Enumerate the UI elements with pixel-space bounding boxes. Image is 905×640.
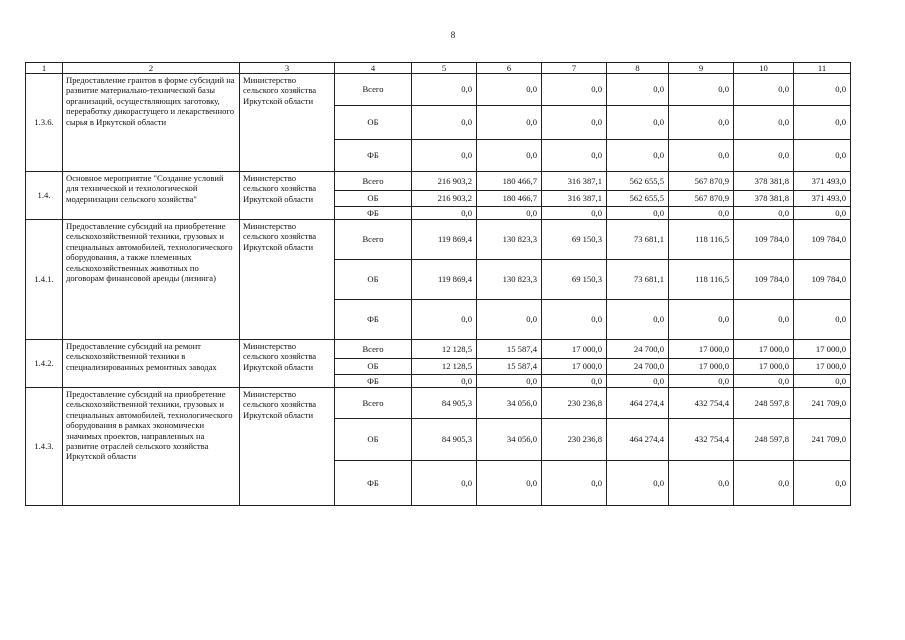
funding-value: 73 681,1	[607, 260, 669, 300]
column-number: 1	[26, 63, 63, 74]
funding-value: 0,0	[607, 106, 669, 140]
funding-source: Всего	[335, 74, 412, 106]
funding-value: 17 000,0	[542, 359, 607, 375]
funding-value: 0,0	[734, 74, 794, 106]
funding-value: 0,0	[542, 74, 607, 106]
funding-source: Всего	[335, 340, 412, 359]
funding-value: 130 823,3	[477, 220, 542, 260]
responsible-ministry: Министерство сельского хозяйства Иркутской области	[240, 388, 335, 506]
funding-value: 84 905,3	[412, 388, 477, 419]
funding-value: 378 381,8	[734, 191, 794, 207]
item-code: 1.4.2.	[26, 340, 63, 388]
funding-value: 0,0	[412, 300, 477, 340]
funding-value: 15 587,4	[477, 359, 542, 375]
funding-value: 0,0	[542, 461, 607, 506]
funding-value: 0,0	[477, 300, 542, 340]
funding-value: 0,0	[734, 300, 794, 340]
item-description: Предоставление грантов в форме субсидий на развитие материально-технической базы организаций, осуществляющих заготовку, переработку дикорастущего и лекарственного сырья в Иркутской области	[63, 74, 240, 172]
responsible-ministry: Министерство сельского хозяйства Иркутской области	[240, 74, 335, 172]
funding-value: 0,0	[669, 461, 734, 506]
funding-source: ФБ	[335, 375, 412, 388]
funding-value: 130 823,3	[477, 260, 542, 300]
funding-value: 73 681,1	[607, 220, 669, 260]
page-number: 8	[450, 30, 456, 40]
funding-value: 0,0	[794, 74, 851, 106]
funding-value: 0,0	[477, 375, 542, 388]
funding-value: 230 236,8	[542, 419, 607, 461]
item-code: 1.4.1.	[26, 220, 63, 340]
funding-source: ОБ	[335, 191, 412, 207]
item-description: Основное мероприятие "Создание условий для технической и технологической модернизации сельского хозяйства"	[63, 172, 240, 220]
responsible-ministry: Министерство сельского хозяйства Иркутской области	[240, 220, 335, 340]
funding-value: 0,0	[542, 207, 607, 220]
column-number: 2	[63, 63, 240, 74]
funding-value: 118 116,5	[669, 220, 734, 260]
funding-value: 0,0	[542, 140, 607, 172]
funding-value: 17 000,0	[794, 340, 851, 359]
funding-source: ОБ	[335, 260, 412, 300]
funding-value: 0,0	[607, 461, 669, 506]
funding-value: 24 700,0	[607, 359, 669, 375]
funding-value: 12 128,5	[412, 340, 477, 359]
funding-value: 378 381,8	[734, 172, 794, 191]
funding-value: 17 000,0	[669, 340, 734, 359]
funding-value: 230 236,8	[542, 388, 607, 419]
funding-source: ФБ	[335, 461, 412, 506]
item-code: 1.3.6.	[26, 74, 63, 172]
funding-value: 464 274,4	[607, 388, 669, 419]
funding-value: 0,0	[607, 140, 669, 172]
funding-value: 17 000,0	[794, 359, 851, 375]
funding-value: 432 754,4	[669, 388, 734, 419]
funding-value: 0,0	[734, 461, 794, 506]
funding-value: 316 387,1	[542, 172, 607, 191]
funding-value: 0,0	[734, 375, 794, 388]
funding-value: 0,0	[669, 74, 734, 106]
column-number: 8	[607, 63, 669, 74]
funding-value: 15 587,4	[477, 340, 542, 359]
funding-value: 316 387,1	[542, 191, 607, 207]
funding-value: 0,0	[607, 74, 669, 106]
funding-value: 109 784,0	[734, 220, 794, 260]
funding-value: 0,0	[542, 375, 607, 388]
funding-value: 241 709,0	[794, 419, 851, 461]
funding-value: 0,0	[412, 461, 477, 506]
funding-source: Всего	[335, 388, 412, 419]
funding-value: 562 655,5	[607, 172, 669, 191]
funding-value: 0,0	[412, 106, 477, 140]
funding-value: 0,0	[542, 300, 607, 340]
column-number: 5	[412, 63, 477, 74]
funding-value: 17 000,0	[542, 340, 607, 359]
table-row	[26, 220, 851, 260]
item-code: 1.4.3.	[26, 388, 63, 506]
funding-source: ФБ	[335, 207, 412, 220]
funding-value: 241 709,0	[794, 388, 851, 419]
funding-value: 0,0	[669, 300, 734, 340]
funding-value: 432 754,4	[669, 419, 734, 461]
funding-value: 464 274,4	[607, 419, 669, 461]
funding-value: 248 597,8	[734, 388, 794, 419]
funding-value: 24 700,0	[607, 340, 669, 359]
funding-value: 0,0	[669, 375, 734, 388]
funding-value: 0,0	[477, 74, 542, 106]
funding-value: 371 493,0	[794, 191, 851, 207]
funding-value: 17 000,0	[669, 359, 734, 375]
funding-value: 216 903,2	[412, 172, 477, 191]
funding-value: 0,0	[477, 140, 542, 172]
funding-value: 109 784,0	[734, 260, 794, 300]
funding-value: 0,0	[794, 106, 851, 140]
funding-value: 0,0	[607, 207, 669, 220]
column-number: 10	[734, 63, 794, 74]
funding-value: 371 493,0	[794, 172, 851, 191]
funding-value: 109 784,0	[794, 220, 851, 260]
funding-value: 118 116,5	[669, 260, 734, 300]
item-code: 1.4.	[26, 172, 63, 220]
table-row	[26, 388, 851, 419]
funding-value: 0,0	[794, 140, 851, 172]
funding-source: ФБ	[335, 300, 412, 340]
responsible-ministry: Министерство сельского хозяйства Иркутской области	[240, 340, 335, 388]
funding-value: 567 870,9	[669, 172, 734, 191]
funding-source: Всего	[335, 172, 412, 191]
funding-source: ФБ	[335, 140, 412, 172]
funding-source: ОБ	[335, 419, 412, 461]
funding-value: 0,0	[477, 207, 542, 220]
funding-value: 0,0	[477, 461, 542, 506]
funding-value: 0,0	[794, 300, 851, 340]
funding-value: 0,0	[669, 140, 734, 172]
column-number: 4	[335, 63, 412, 74]
funding-value: 17 000,0	[734, 359, 794, 375]
column-number-row	[26, 63, 851, 74]
funding-value: 34 056,0	[477, 388, 542, 419]
table-row	[26, 172, 851, 191]
funding-value: 0,0	[412, 74, 477, 106]
column-number: 9	[669, 63, 734, 74]
funding-value: 567 870,9	[669, 191, 734, 207]
item-description: Предоставление субсидий на ремонт сельскохозяйственной техники в специализированных ремонтных заводах	[63, 340, 240, 388]
table-row	[26, 340, 851, 359]
funding-source: ОБ	[335, 106, 412, 140]
item-description: Предоставление субсидий на приобретение сельскохозяйственной техники, грузовых и специальных автомобилей, технологического оборудования, а также племенных сельскохозяйственных животных по договорам финансовой аренды (лизинга)	[63, 220, 240, 340]
funding-value: 119 869,4	[412, 220, 477, 260]
funding-value: 0,0	[734, 140, 794, 172]
funding-value: 109 784,0	[794, 260, 851, 300]
funding-value: 0,0	[607, 375, 669, 388]
funding-value: 0,0	[412, 375, 477, 388]
funding-value: 0,0	[734, 207, 794, 220]
funding-value: 17 000,0	[734, 340, 794, 359]
funding-value: 0,0	[477, 106, 542, 140]
funding-value: 84 905,3	[412, 419, 477, 461]
column-number: 11	[794, 63, 851, 74]
column-number: 3	[240, 63, 335, 74]
budget-table	[25, 62, 851, 506]
item-description: Предоставление субсидий на приобретение сельскохозяйственной техники, грузовых и специальных автомобилей, технологического оборудования в рамках экономически значимых проектов, направленных на развитие отраслей сельского хозяйства Иркутской области	[63, 388, 240, 506]
funding-value: 0,0	[412, 140, 477, 172]
funding-value: 12 128,5	[412, 359, 477, 375]
funding-value: 69 150,3	[542, 220, 607, 260]
funding-value: 0,0	[794, 461, 851, 506]
funding-source: Всего	[335, 220, 412, 260]
funding-value: 0,0	[794, 207, 851, 220]
funding-value: 562 655,5	[607, 191, 669, 207]
funding-value: 216 903,2	[412, 191, 477, 207]
column-number: 7	[542, 63, 607, 74]
funding-value: 69 150,3	[542, 260, 607, 300]
funding-value: 0,0	[412, 207, 477, 220]
funding-value: 248 597,8	[734, 419, 794, 461]
funding-value: 0,0	[734, 106, 794, 140]
funding-source: ОБ	[335, 359, 412, 375]
column-number: 6	[477, 63, 542, 74]
funding-value: 0,0	[542, 106, 607, 140]
funding-value: 0,0	[669, 106, 734, 140]
responsible-ministry: Министерство сельского хозяйства Иркутской области	[240, 172, 335, 220]
funding-value: 0,0	[669, 207, 734, 220]
funding-value: 119 869,4	[412, 260, 477, 300]
funding-value: 180 466,7	[477, 191, 542, 207]
funding-value: 0,0	[607, 300, 669, 340]
table-row	[26, 74, 851, 106]
funding-value: 180 466,7	[477, 172, 542, 191]
funding-value: 0,0	[794, 375, 851, 388]
funding-value: 34 056,0	[477, 419, 542, 461]
